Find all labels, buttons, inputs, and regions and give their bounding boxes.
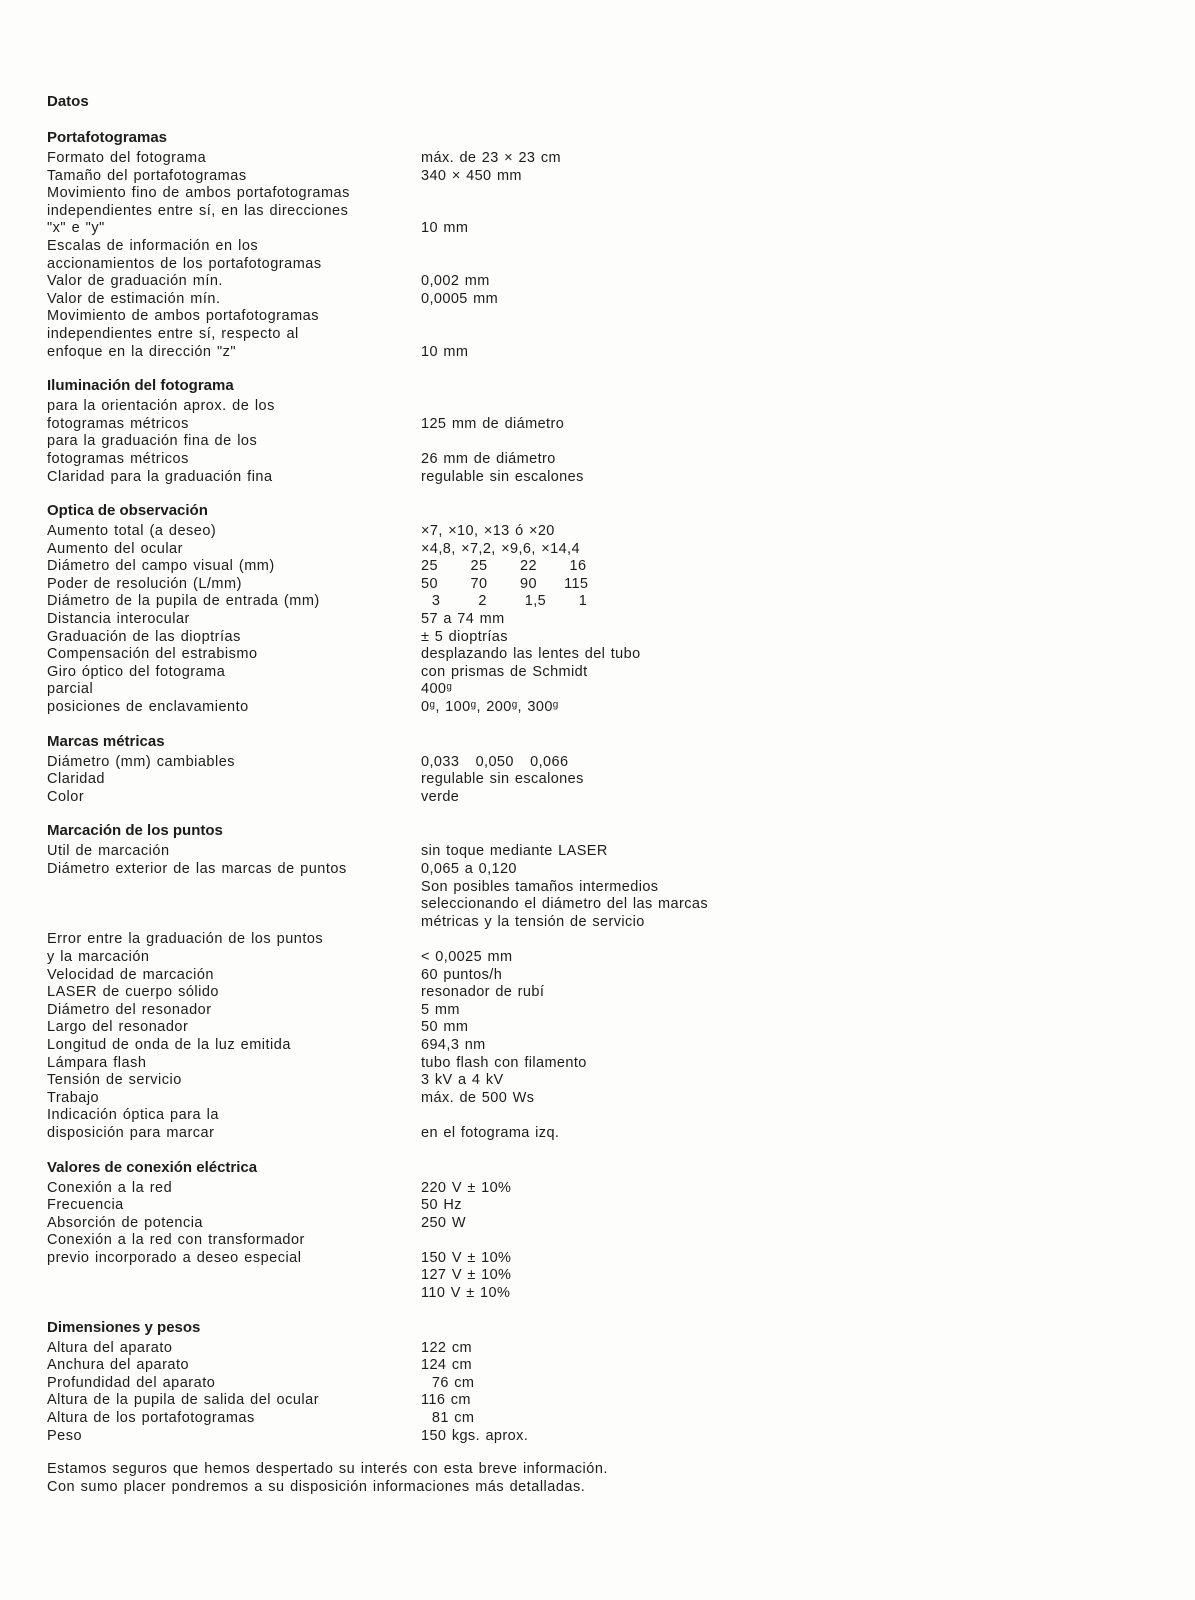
spec-value: resonador de rubí bbox=[421, 984, 545, 1001]
spec-row bbox=[47, 238, 1195, 291]
spec-row bbox=[47, 771, 1195, 789]
spec-row bbox=[47, 984, 1195, 1002]
spec-value: 694,3 nm bbox=[421, 1036, 486, 1053]
spec-value: máx. de 500 Ws bbox=[421, 1089, 535, 1106]
spec-row bbox=[47, 1285, 1195, 1303]
spec-row bbox=[47, 843, 1195, 861]
spec-section bbox=[47, 822, 1195, 1142]
spec-value: tubo flash con filamento bbox=[421, 1054, 587, 1071]
spec-label: Frecuencia bbox=[47, 1197, 124, 1214]
spec-label: Claridad para la graduación fina bbox=[47, 468, 273, 485]
spec-value: en el fotograma izq. bbox=[421, 1124, 560, 1141]
spec-row bbox=[47, 1002, 1195, 1020]
spec-label: Largo del resonador bbox=[47, 1019, 189, 1036]
spec-row bbox=[47, 1019, 1195, 1037]
spec-value: 150 V ± 10% bbox=[421, 1249, 512, 1266]
spec-sections bbox=[47, 129, 1195, 1445]
spec-label: Diámetro (mm) cambiables bbox=[47, 753, 236, 770]
spec-value: máx. de 23 × 23 cm bbox=[421, 150, 561, 166]
section-title: Iluminación del fotograma bbox=[47, 377, 234, 395]
spec-label: posiciones de enclavamiento bbox=[47, 699, 249, 716]
spec-label: Movimiento fino de ambos portafotogramas independientes entre sí, en las direcciones "x" e "y" bbox=[47, 185, 350, 237]
spec-value: 122 cm bbox=[421, 1339, 472, 1356]
spec-row bbox=[47, 1392, 1195, 1410]
spec-value: 81 cm bbox=[421, 1410, 475, 1427]
spec-label: Diámetro del resonador bbox=[47, 1001, 212, 1018]
spec-value: 340 × 450 mm bbox=[421, 167, 522, 184]
spec-value: 0ᵍ, 100ᵍ, 200ᵍ, 300ᵍ bbox=[421, 699, 559, 716]
spec-value: 50 mm bbox=[421, 1019, 469, 1036]
spec-row bbox=[47, 1107, 1195, 1142]
spec-value: 400ᵍ bbox=[421, 681, 453, 698]
spec-row bbox=[47, 1267, 1195, 1285]
spec-row bbox=[47, 168, 1195, 186]
spec-value: desplazando las lentes del tubo bbox=[421, 646, 641, 663]
spec-label: Altura de los portafotogramas bbox=[47, 1410, 255, 1427]
spec-label: Giro óptico del fotograma bbox=[47, 663, 226, 680]
spec-section bbox=[47, 733, 1195, 807]
spec-value: 60 puntos/h bbox=[421, 966, 503, 983]
spec-label: parcial bbox=[47, 681, 94, 698]
spec-label: Graduación de las dioptrías bbox=[47, 628, 241, 645]
spec-label: Trabajo bbox=[47, 1089, 100, 1106]
spec-section bbox=[47, 1159, 1195, 1303]
spec-label: Poder de resolución (L/mm) bbox=[47, 575, 242, 592]
spec-label: Claridad bbox=[47, 771, 105, 788]
spec-value: 10 mm bbox=[421, 343, 469, 360]
spec-label: Diámetro exterior de las marcas de puntos bbox=[47, 861, 347, 877]
spec-label: Indicación óptica para la disposición para marcar bbox=[47, 1107, 219, 1141]
spec-label: Compensación del estrabismo bbox=[47, 646, 258, 663]
spec-row bbox=[47, 398, 1195, 433]
spec-label: Valor de estimación mín. bbox=[47, 290, 221, 307]
spec-row bbox=[47, 1090, 1195, 1108]
closing-text: Estamos seguros que hemos despertado su interés con esta breve información. Con sumo placer pondremos a su disposición informaciones más detalladas. bbox=[47, 1461, 608, 1495]
spec-label: Tamaño del portafotogramas bbox=[47, 167, 247, 184]
spec-value: con prismas de Schmidt bbox=[421, 663, 588, 680]
spec-row bbox=[47, 789, 1195, 807]
spec-section bbox=[47, 129, 1195, 361]
spec-value: < 0,0025 mm bbox=[421, 948, 513, 965]
spec-row bbox=[47, 699, 1195, 717]
spec-row bbox=[47, 291, 1195, 309]
spec-row bbox=[47, 523, 1195, 541]
spec-row bbox=[47, 967, 1195, 985]
spec-row bbox=[47, 576, 1195, 594]
spec-value: verde bbox=[421, 788, 460, 805]
spec-section bbox=[47, 377, 1195, 486]
spec-value: 5 mm bbox=[421, 1001, 460, 1018]
spec-value: 26 mm de diámetro bbox=[421, 450, 556, 467]
spec-row bbox=[47, 1055, 1195, 1073]
document-title: Datos bbox=[47, 93, 89, 110]
spec-label: Distancia interocular bbox=[47, 611, 190, 628]
spec-value: 127 V ± 10% bbox=[421, 1267, 512, 1284]
spec-label: Profundidad del aparato bbox=[47, 1374, 216, 1391]
spec-label: Escalas de información en los accionamientos de los portafotogramas Valor de graduación mín. bbox=[47, 237, 322, 290]
spec-row bbox=[47, 558, 1195, 576]
spec-value: 250 W bbox=[421, 1214, 466, 1231]
section-title: Optica de observación bbox=[47, 502, 208, 520]
spec-value: 25 25 22 16 bbox=[421, 558, 587, 575]
spec-row bbox=[47, 1037, 1195, 1055]
spec-row bbox=[47, 879, 1195, 932]
spec-value: 10 mm bbox=[421, 220, 469, 237]
spec-row bbox=[47, 861, 1195, 879]
spec-row bbox=[47, 150, 1195, 168]
section-title: Marcas métricas bbox=[47, 732, 165, 750]
section-title: Portafotogramas bbox=[47, 129, 168, 146]
spec-label: Conexión a la red bbox=[47, 1179, 173, 1196]
spec-row bbox=[47, 433, 1195, 468]
spec-value: 0,065 a 0,120 bbox=[421, 861, 517, 877]
spec-label: Altura de la pupila de salida del ocular bbox=[47, 1392, 320, 1409]
spec-label: para la graduación fina de los fotogramas métricos bbox=[47, 433, 258, 467]
spec-label: Peso bbox=[47, 1427, 83, 1444]
spec-label: Aumento total (a deseo) bbox=[47, 523, 217, 540]
spec-label: Util de marcación bbox=[47, 843, 170, 860]
spec-value: ± 5 dioptrías bbox=[421, 628, 508, 645]
spec-value: sin toque mediante LASER bbox=[421, 843, 608, 860]
spec-label: Altura del aparato bbox=[47, 1339, 173, 1356]
spec-label: Diámetro de la pupila de entrada (mm) bbox=[47, 593, 320, 610]
spec-label: Lámpara flash bbox=[47, 1054, 147, 1071]
spec-label: Longitud de onda de la luz emitida bbox=[47, 1036, 291, 1053]
spec-value: 57 a 74 mm bbox=[421, 611, 505, 628]
spec-row bbox=[47, 1375, 1195, 1393]
spec-value: 124 cm bbox=[421, 1357, 472, 1374]
spec-row bbox=[47, 593, 1195, 611]
spec-value: 150 kgs. aprox. bbox=[421, 1427, 529, 1444]
spec-row bbox=[47, 646, 1195, 664]
spec-row bbox=[47, 1340, 1195, 1358]
spec-row bbox=[47, 1357, 1195, 1375]
spec-label: Aumento del ocular bbox=[47, 540, 183, 557]
section-title: Dimensiones y pesos bbox=[47, 1318, 201, 1336]
spec-label: Color bbox=[47, 788, 85, 805]
spec-label: Absorción de potencia bbox=[47, 1214, 203, 1231]
spec-value: 116 cm bbox=[421, 1392, 471, 1409]
spec-row bbox=[47, 308, 1195, 361]
spec-row bbox=[47, 1197, 1195, 1215]
spec-label: Velocidad de marcación bbox=[47, 966, 214, 983]
spec-label: para la orientación aprox. de los fotogramas métricos bbox=[47, 398, 275, 432]
spec-row bbox=[47, 1428, 1195, 1446]
spec-value: 3 kV a 4 kV bbox=[421, 1072, 504, 1089]
spec-value: ×4,8, ×7,2, ×9,6, ×14,4 bbox=[421, 540, 580, 557]
spec-row bbox=[47, 629, 1195, 647]
spec-value: 50 Hz bbox=[421, 1197, 462, 1214]
spec-value: Son posibles tamaños intermedios seleccionando el diámetro del las marcas métricas y la tensión de servicio bbox=[421, 878, 708, 930]
spec-value: 110 V ± 10% bbox=[421, 1285, 511, 1302]
spec-label: Conexión a la red con transformador previo incorporado a deseo especial bbox=[47, 1232, 305, 1266]
spec-section bbox=[47, 502, 1195, 717]
spec-value: 0,0005 mm bbox=[421, 290, 499, 307]
spec-row bbox=[47, 931, 1195, 966]
spec-row bbox=[47, 681, 1195, 699]
spec-value: regulable sin escalones bbox=[421, 468, 584, 485]
spec-row bbox=[47, 1215, 1195, 1233]
spec-label: Anchura del aparato bbox=[47, 1357, 190, 1374]
spec-row bbox=[47, 469, 1195, 487]
spec-row bbox=[47, 1410, 1195, 1428]
spec-row bbox=[47, 541, 1195, 559]
spec-row bbox=[47, 1232, 1195, 1267]
spec-value: 76 cm bbox=[421, 1374, 475, 1391]
spec-value: 0,002 mm bbox=[421, 273, 490, 290]
spec-value: 50 70 90 115 bbox=[421, 575, 589, 592]
spec-row bbox=[47, 754, 1195, 772]
spec-label: Diámetro del campo visual (mm) bbox=[47, 558, 275, 575]
spec-value: 0,033 0,050 0,066 bbox=[421, 753, 569, 770]
spec-row bbox=[47, 1180, 1195, 1198]
spec-label: LASER de cuerpo sólido bbox=[47, 984, 219, 1001]
spec-row bbox=[47, 1072, 1195, 1090]
section-title: Marcación de los puntos bbox=[47, 822, 223, 840]
spec-value: 3 2 1,5 1 bbox=[421, 593, 588, 610]
spec-label: Movimiento de ambos portafotogramas independientes entre sí, respecto al enfoque en la dirección "z" bbox=[47, 308, 319, 360]
spec-row bbox=[47, 664, 1195, 682]
spec-value: ×7, ×10, ×13 ó ×20 bbox=[421, 523, 555, 540]
section-title: Valores de conexión eléctrica bbox=[47, 1158, 258, 1176]
spec-value: regulable sin escalones bbox=[421, 771, 584, 788]
spec-label: Tensión de servicio bbox=[47, 1072, 182, 1089]
spec-label: Error entre la graduación de los puntos y la marcación bbox=[47, 931, 324, 965]
spec-row bbox=[47, 185, 1195, 238]
spec-row bbox=[47, 611, 1195, 629]
spec-value: 220 V ± 10% bbox=[421, 1179, 512, 1196]
spec-section bbox=[47, 1319, 1195, 1446]
spec-value: 125 mm de diámetro bbox=[421, 415, 565, 432]
spec-label: Formato del fotograma bbox=[47, 150, 207, 166]
